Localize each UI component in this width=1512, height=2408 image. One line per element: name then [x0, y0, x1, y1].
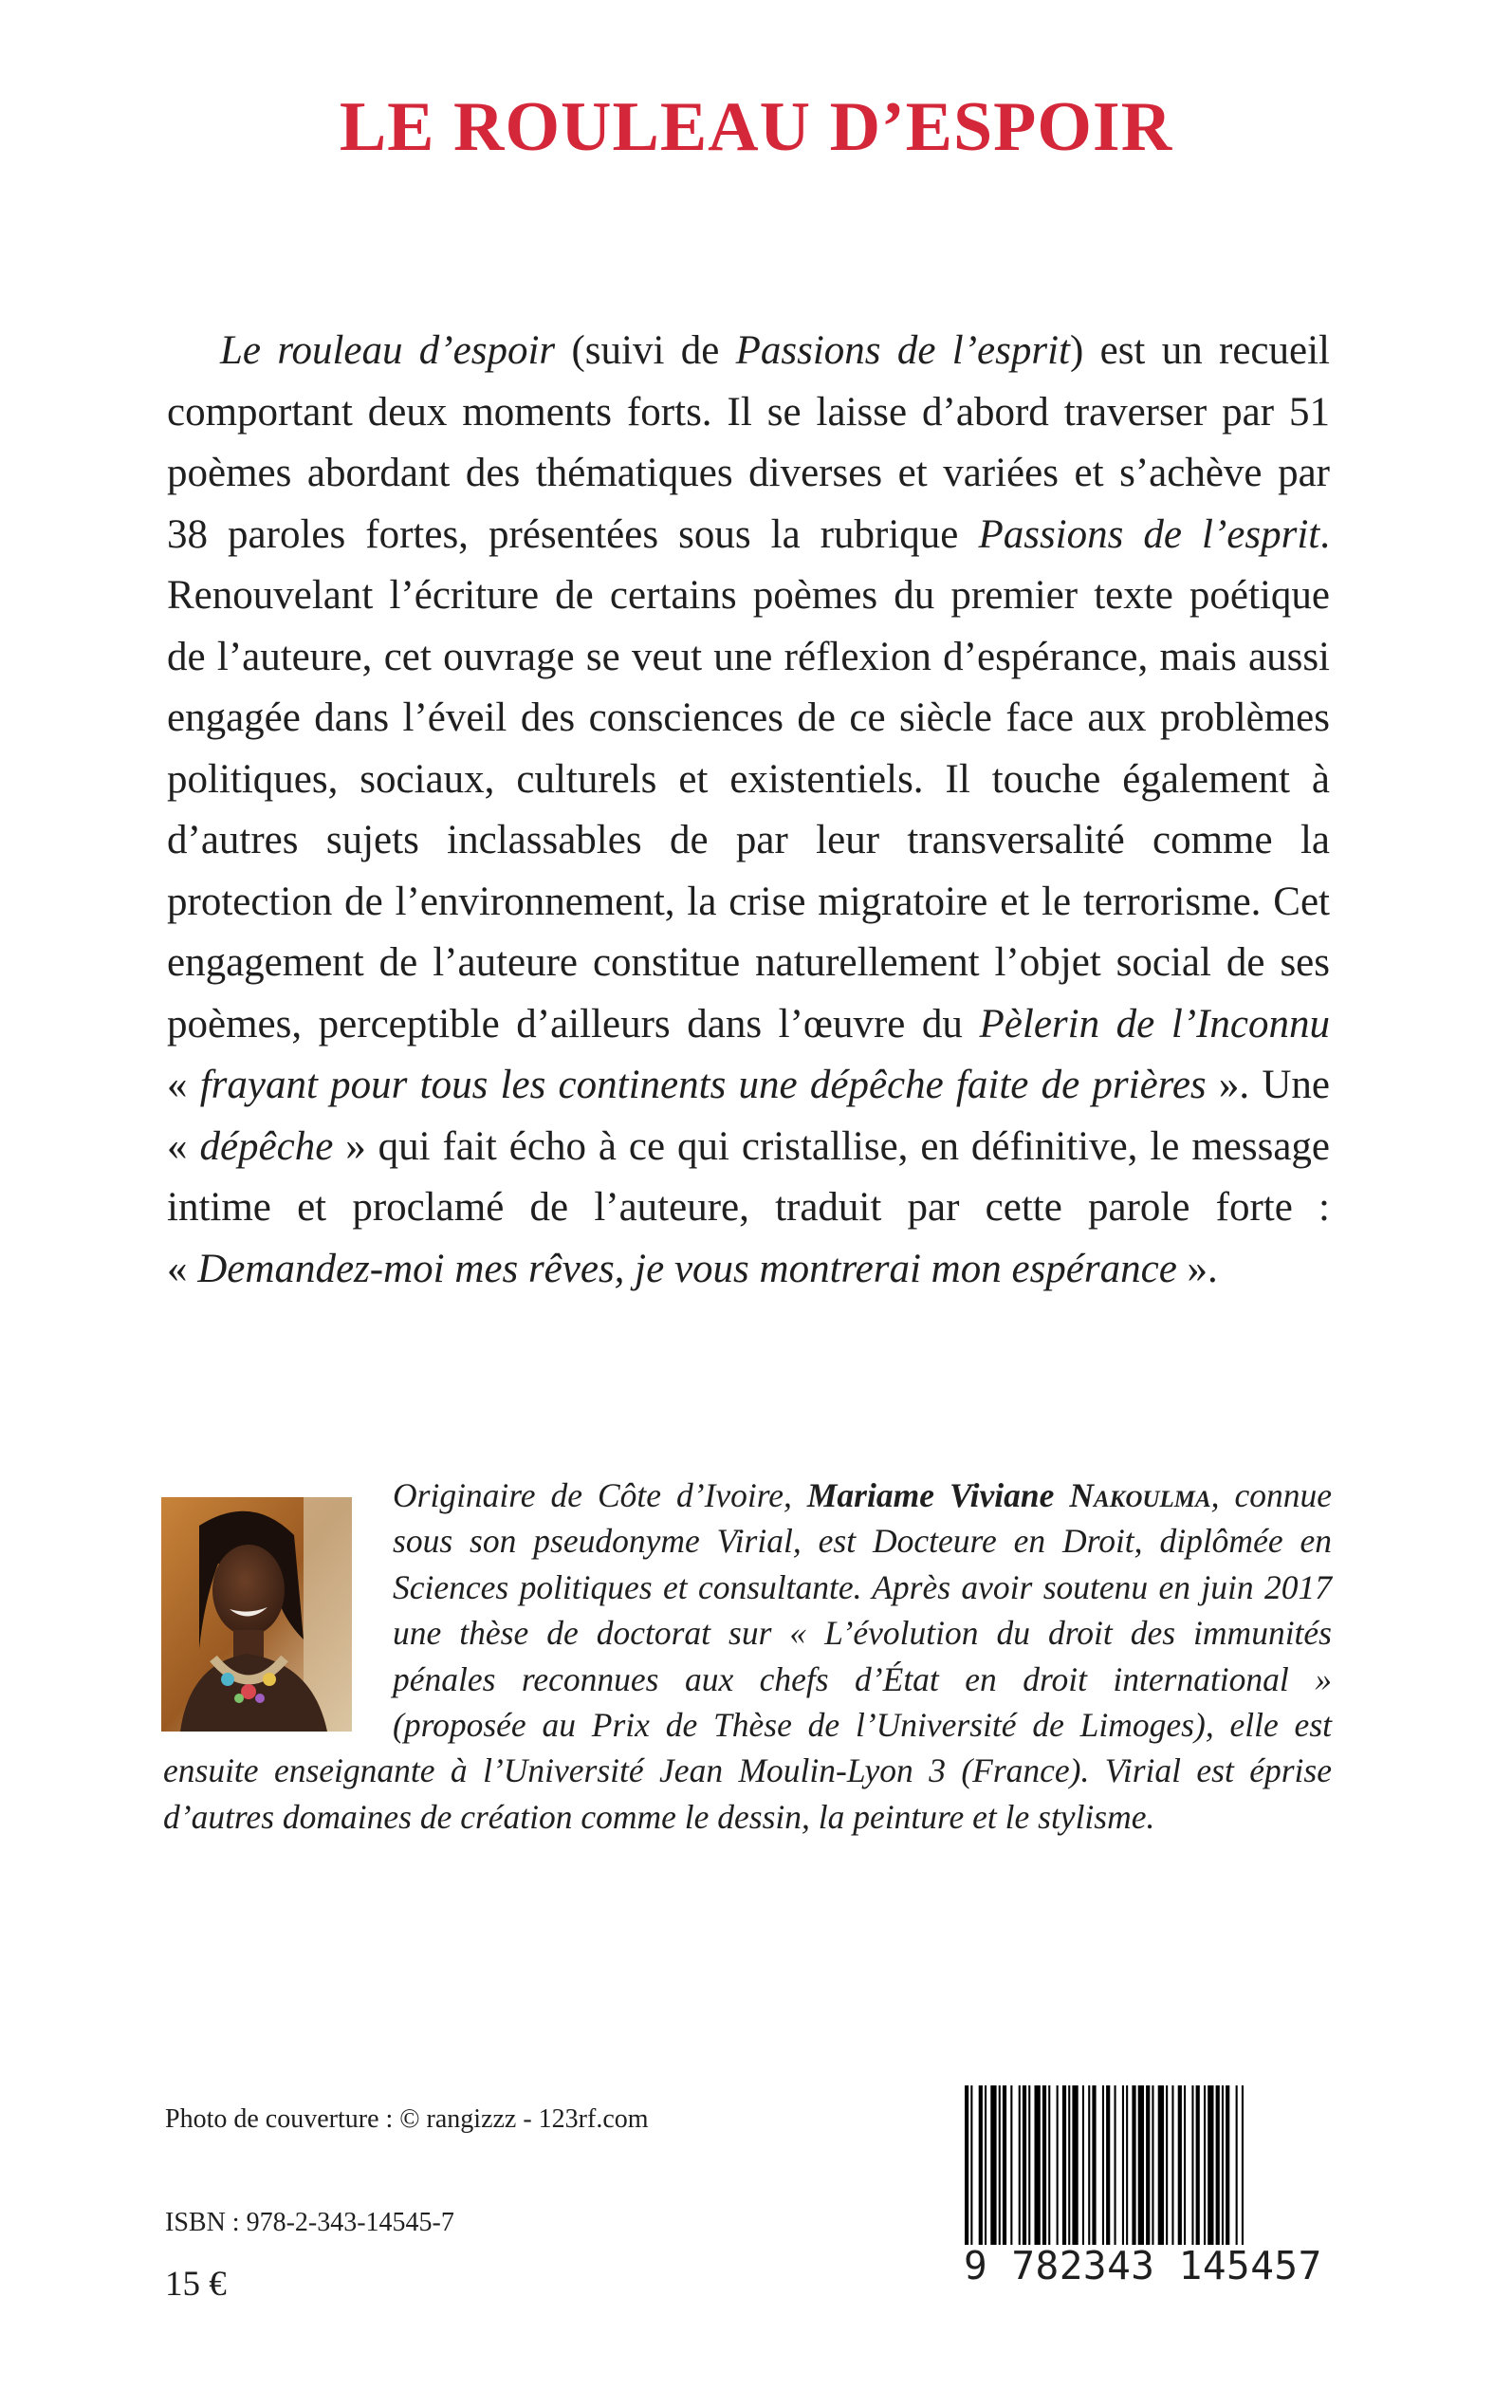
barcode-bar — [1204, 2085, 1206, 2245]
author-name: Mariame Viviane Nakoulma — [806, 1476, 1211, 1514]
summary-italic: Passions de l’esprit — [735, 328, 1070, 373]
barcode-bar — [1171, 2085, 1173, 2245]
book-summary — [167, 321, 1330, 1300]
book-title: LE ROULEAU D’ESPOIR — [339, 88, 1173, 166]
barcode-bar — [1184, 2085, 1186, 2245]
barcode-bar — [1082, 2085, 1084, 2245]
barcode-bar — [1126, 2085, 1128, 2245]
bio-text: , connue sous son pseudonyme Virial, est Docteure en Droit, diplômée en Sciences politiques et consultante. Après avoir soutenu en juin 2017 une thèse de doctorat sur « L’évolution du droit des immunités pénales reconnues aux chefs d’État en droit international » (proposée au Prix de Thèse de l’Université de Limoges), elle est ensuite enseignante à l’Université Jean Moulin-Lyon 3 (France). Virial est éprise d’autres domaines de création comme le dessin, la peinture et le stylisme. — [163, 1476, 1332, 1836]
barcode-bar — [1048, 2085, 1050, 2245]
barcode-bar — [1010, 2085, 1012, 2245]
barcode-bar — [1102, 2085, 1104, 2245]
summary-italic: dépêche — [199, 1123, 334, 1169]
barcode-bar — [1092, 2085, 1096, 2245]
barcode-bar — [1023, 2085, 1026, 2245]
summary-text: ». Une « — [167, 1063, 1330, 1169]
barcode-bar — [979, 2085, 983, 2245]
barcode-bar — [1028, 2085, 1030, 2245]
author-biography — [163, 1473, 1332, 1840]
barcode-bar — [1216, 2085, 1220, 2245]
barcode-bar — [1106, 2085, 1110, 2245]
barcode-bar — [1068, 2085, 1070, 2245]
summary-italic: Passions de l’esprit — [978, 511, 1320, 557]
barcode-bar — [1019, 2085, 1021, 2245]
barcode-bar — [965, 2085, 968, 2245]
barcode-bar — [1057, 2085, 1059, 2245]
barcode-bar — [1042, 2085, 1046, 2245]
barcode-bar — [1062, 2085, 1066, 2245]
barcode-number: 9 782343 145457 — [964, 2243, 1322, 2288]
bio-text: Originaire de Côte d’Ivoire, — [393, 1476, 807, 1514]
price: 15 € — [165, 2265, 227, 2304]
summary-text: (suivi de — [555, 328, 736, 373]
barcode-bars — [961, 2085, 1340, 2245]
barcode-bar — [985, 2085, 986, 2245]
barcode-bar — [1196, 2085, 1200, 2245]
barcode-bar — [1222, 2085, 1224, 2245]
barcode-bar — [1072, 2085, 1078, 2245]
summary-italic: Pèlerin de l’Inconnu — [979, 1001, 1330, 1047]
barcode-bar — [1146, 2085, 1150, 2245]
barcode-bar — [1191, 2085, 1193, 2245]
barcode-bar — [1242, 2085, 1244, 2245]
barcode-bar — [1226, 2085, 1229, 2245]
summary-text: ». — [1176, 1246, 1218, 1291]
barcode-bar — [1208, 2085, 1213, 2245]
barcode-bar — [1003, 2085, 1006, 2245]
barcode-bar — [1132, 2085, 1135, 2245]
barcode-bar — [970, 2085, 972, 2245]
barcode-bar — [1236, 2085, 1238, 2245]
summary-title-italic: Le rouleau d’espoir — [220, 328, 556, 373]
summary-text: » qui fait écho à ce qui cristallise, en définitive, le message intime et proclamé de l’auteure, traduit par cette parole forte : « — [167, 1123, 1330, 1291]
summary-text: « — [167, 1063, 200, 1107]
barcode-bar — [1088, 2085, 1090, 2245]
summary-quote-italic: Demandez-moi mes rêves, je vous montrerai mon espérance — [197, 1246, 1177, 1291]
barcode-bar — [1115, 2085, 1116, 2245]
barcode-bar — [1138, 2085, 1144, 2245]
isbn: ISBN : 978-2-343-14545-7 — [165, 2208, 454, 2237]
summary-text: ) est un recueil comportant deux moments forts. Il se laisse d’abord traverser par 51 poèmes abordant des thématiques diverses et variées et s’achève par 38 paroles fortes, présentées sous la rubrique — [167, 328, 1330, 557]
barcode-bar — [1178, 2085, 1182, 2245]
photo-credit: Photo de couverture : © rangizzz - 123rf.com — [165, 2104, 649, 2134]
summary-text: . Renouvelant l’écriture de certains poèmes du premier texte poétique de l’auteure, cet ouvrage se veut une réflexion d’espérance, mais aussi engagée dans l’éveil des consciences de ce siècle face aux problèmes politiques, sociaux, culturels et existentiels. Il touche également à d’autres sujets inclassables de par leur transversalité comme la protection de l’environnement, la crise migratoire et le terrorisme. Cet engagement de l’auteure constitue naturellement l’objet social de ses poèmes, perceptible d’ailleurs dans l’œuvre du — [167, 511, 1331, 1047]
barcode-bar — [1122, 2085, 1124, 2245]
summary-quote-italic: frayant pour tous les continents une dépêche faite de prières — [199, 1063, 1207, 1107]
barcode-bar — [999, 2085, 1001, 2245]
barcode-bar — [1158, 2085, 1164, 2245]
barcode-bar — [990, 2085, 996, 2245]
barcode-bar — [1035, 2085, 1041, 2245]
barcode-bar — [1152, 2085, 1153, 2245]
barcode-bar — [1166, 2085, 1168, 2245]
